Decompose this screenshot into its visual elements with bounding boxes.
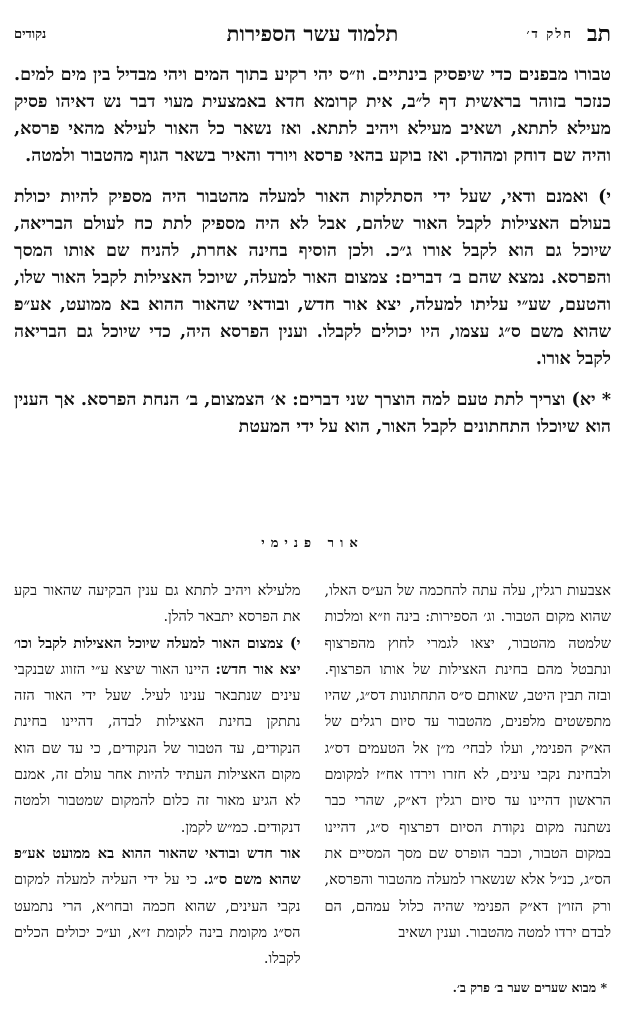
- section-label: נקודים: [14, 27, 47, 42]
- column-left-heading-3: אור חדש ובודאי שהאור ההוא בא ממועט אע״פ שהוא משם ס״ג.: [14, 844, 301, 889]
- main-paragraph-3: * יא) וצריך לתת טעם למה הוצרך שני דברים: א׳ הצמצום, ב׳ הנחת הפרסא. אך הענין הוא שיוכלו התחתונים לקבל האור, הוא על ידי המעטת: [14, 390, 611, 437]
- column-left-paragraph-3: [14, 841, 301, 968]
- commentary-title: אור פנימי: [261, 536, 364, 551]
- commentary-column-right: [325, 578, 612, 968]
- column-left-text-1: מלעילא ויהיב לתתא גם ענין הבקיעה שהאור בקע את הפרסא יתבאר להלן.: [14, 583, 301, 626]
- commentary-column-left: [14, 578, 301, 968]
- column-left-text-3: כי על ידי העליה למעלה למקום נקבי העינים, שהוא חכמה ובחו״א, הרי נתמעט הס״ג מקומת בינה לקומת ז״א, וע״כ יכולים הכלים לקבלו.: [14, 872, 301, 968]
- column-left-heading-2: י) צמצום האור למעלה שיוכל האצילות לקבל וכו׳ יצא אור חדש:: [14, 634, 301, 678]
- book-title: תלמוד עשר הספירות: [226, 21, 399, 46]
- page-header: [14, 20, 611, 48]
- page-number: תב: [586, 21, 611, 47]
- main-paragraph-1: טבורו מבפנים כדי שיפסיק בינתיים. וז״ס יהי רקיע בתוך המים ויהי מבדיל בין מים למים. כנזכר בזוהר בראשית דף ל״ב, אית קרומא חדא באמצעית מעוי דבר נש דאיהו פסיק מעילא לתתא, ושאיב מעילא ויהיב לתתא. ואז נשאר כל האור לעילא מהאי פרסא, והיה שם דוחק ומהודק. ואז בוקע בהאי פרסא ויורד והאיר בשאר הגוף מהטבור ולמטה.: [14, 65, 611, 166]
- main-paragraph-2: י) ואמנם ודאי, שעל ידי הסתלקות האור למעלה מהטבור היה מספיק להיות יכולת בעולם האצילות לקבל האור שלהם, אבל לא היה מספיק לתת כח לעולם הבריאה, שיוכל גם הוא לקבל אורו ג״כ. ולכן הוסיף בחינה אחרת, להניח שם אותו המסך והפרסא. נמצא שהם ב׳ דברים: צמצום האור למעלה, שיוכל האצילות לקבל האור שלו, והטעם, שע״י עליתו למעלה, יצא אור חדש, ובודאי שהאור ההוא בא ממועט, אע״פ שהוא משם ס״ג עצמו, היו יכולים לקבלו. וענין הפרסא היה, כדי שיוכל גם הבריאה לקבל אורו.: [14, 187, 611, 369]
- column-left-text-2: היינו האור שיצא ע״י הזווג שבנקבי עינים שנתבאר ענינו לעיל. שעל ידי האור הזה נתתקן בחינת האצילות לבדה, דהיינו בחינת הנקודים, עד הטבור של הנקודים, כי עד שם הוא מקום האצילות העתיד להיות אחר עולם זה, אמנם לא הגיע מאור זה כלום להמקום שמטבור ולמטה דנקודים. כמ״ש לקמן.: [14, 661, 301, 836]
- column-left-paragraph-2: [14, 631, 301, 841]
- footnote: * מבוא שערים שער ב׳ פרק ב׳.: [452, 980, 607, 995]
- part-label: חלק ד׳: [526, 27, 573, 42]
- column-right-text: אצבעות רגלין, עלה עתה להחכמה של הע״ס האלו, שהוא מקום הטבור. וג׳ הספירות: בינה וז״א ומלכות שלמטה מהטבור, יצאו לגמרי לחוץ מהפרצוף ונתבטל מהם בחינת האצילות של אותו הפרצוף. ובזה תבין היטב, שאותם ס״ס התחתונות דס״ג, שהיו מתפשטים מלפנים, מהטבור עד סיום רגלים של הא״ק הפנימי, ועלו לבחי׳ מ״ן אל הטעמים דס״ג ולבחינת נקבי עינים, לא חזרו וירדו אח״ז למקומם הראשון דהיינו עד סיום רגלין דא״ק, שהרי כבר נשתנה מקום נקודת הסיום דפרצוף ס״ג, דהיינו במקום הטבור, וכבר הופרס שם מסך המסיים את הס״ג, כנ״ל אלא שנשארו למעלה מהטבור והפרסא, ורק הזו״ן דא״ק הפנימי שהיה כלול עמהם, הם לבדם ירדו למטה מהטבור. וענין ושאיב: [324, 583, 611, 941]
- main-text: [14, 62, 611, 455]
- commentary-columns: [14, 578, 611, 968]
